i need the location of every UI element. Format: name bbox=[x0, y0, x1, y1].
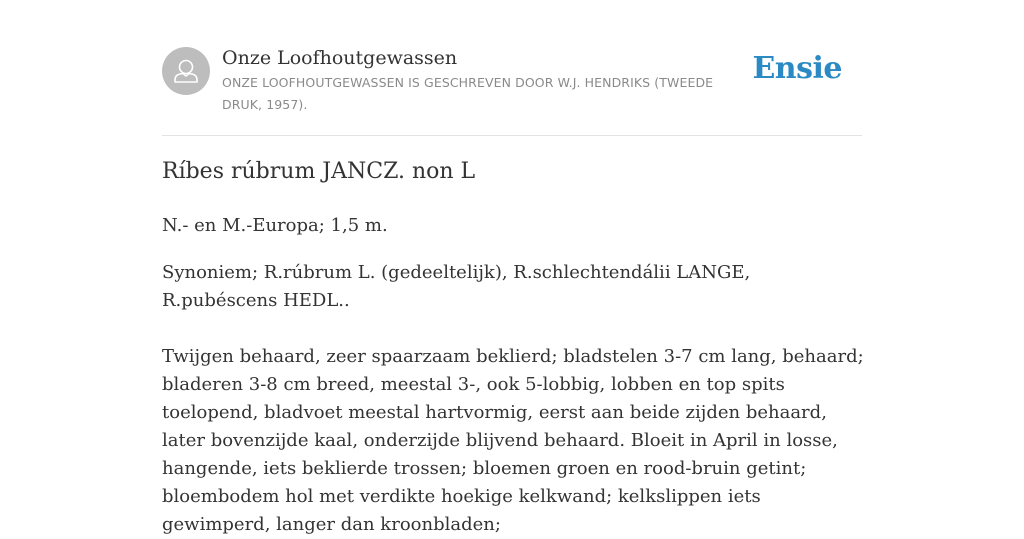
user-icon[interactable] bbox=[162, 47, 210, 95]
entry-paragraph: N.- en M.-Europa; 1,5 m. bbox=[162, 215, 388, 236]
divider bbox=[162, 135, 862, 136]
source-title[interactable]: Onze Loofhoutgewassen bbox=[222, 47, 458, 69]
entry-paragraph: Synoniem; R.rúbrum L. (gedeeltelijk), R.schlechtendálii LANGE, R.pubéscens HEDL.. bbox=[162, 262, 751, 311]
source-header bbox=[162, 46, 862, 116]
ensie-logo[interactable]: Ensie bbox=[752, 51, 842, 86]
entry-title: Ríbes rúbrum JANCZ. non L bbox=[162, 159, 476, 184]
source-description: ONZE LOOFHOUTGEWASSEN IS GESCHREVEN DOOR W.J. HENDRIKS (TWEEDE DRUK, 1957). bbox=[222, 75, 714, 112]
entry-paragraph: Twijgen behaard, zeer spaarzaam beklierd; bladstelen 3-7 cm lang, behaard; bladeren 3-8 cm breed, meestal 3-, ook 5-lobbig, lobben en top spits toelopend, bladvoet meestal hartvormig, eerst aan beide zijden behaard, later bovenzijde kaal, onderzijde blijvend behaard. Bloeit in April in losse, hangende, iets beklierde trossen; bloemen groen en rood-bruin getint; bloembodem hol met verdikte hoekige kelkwand; kelkslippen iets gewimperd, langer dan kroonbladen; bbox=[162, 346, 864, 535]
